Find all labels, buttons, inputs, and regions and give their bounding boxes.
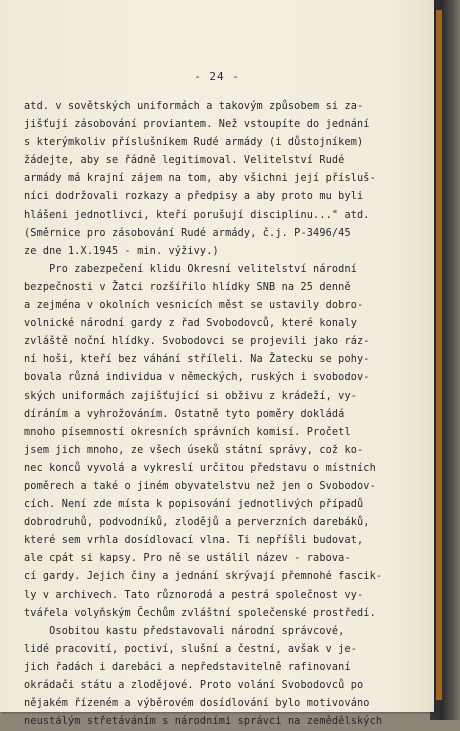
text-line: Pro zabezpečení klidu Okresní velitelství národní xyxy=(24,263,358,275)
text-line: cích. Není zde místa k popisování jednotlivých případů xyxy=(24,499,364,511)
text-line: okrádači státu a zlodějové. Proto volání Svobodovců po xyxy=(24,680,364,691)
text-line: mnoho písemností okresních správních komisí. Pročetl xyxy=(24,426,351,438)
text-line: žádejte, aby se řádně legitimoval. Velitelství Rudé xyxy=(24,155,345,167)
text-line: ských uniformách zajišťující si obživu z krádeží, vy- xyxy=(24,390,358,402)
text-line: které sem vrhla dosídlovací vlna. Ti nepříšli budovat, xyxy=(24,535,364,547)
text-line: neustálým střetáváním s národními správci na zemědělských xyxy=(24,716,383,728)
text-line: s kterýmkoliv příslušníkem Rudé armády (i důstojníkem) xyxy=(24,137,364,149)
text-line: ní hoši, kteří bez váhání stříleli. Na Žatecku se pohy- xyxy=(24,354,370,366)
text-line: díráním a vyhrožováním. Ostatně tyto poměry dokládá xyxy=(24,408,345,420)
text-line: a zejména v okolních vesnicích měst se ustavily dobro- xyxy=(24,300,364,312)
text-line: jišťují zásobování proviantem. Než vstoupíte do jednání xyxy=(24,119,370,131)
text-line: jsem jich mnoho, ze všech úseků státní správy, což ko- xyxy=(24,444,364,456)
text-line: ale cpát si kapsy. Pro ně se ustálil název - rabova- xyxy=(24,553,351,565)
page-number: - 24 - xyxy=(194,70,240,83)
text-line: tvářela volyňským Čechům zvláštní společenské prostředí. xyxy=(24,607,376,619)
text-line: poměrech a také o jiném obyvatelstvu než jen o Svobodov- xyxy=(24,480,376,492)
text-line: volnické národní gardy z řad Svobodovců, které konaly xyxy=(24,318,358,330)
text-line: cí gardy. Jejich činy a jednání skrývají přemnohé fascik- xyxy=(24,571,383,583)
text-line: ly v archivech. Tato různorodá a pestrá společnost vy- xyxy=(24,589,364,601)
text-line: Osobitou kastu představovali národní správcové, xyxy=(24,625,345,637)
text-line: bovala různá individua v německých, ruských i svobodov- xyxy=(24,372,370,384)
book-spine xyxy=(430,0,460,720)
text-line: hlášeni jednotlivci, kteří porušují disciplinu..." atd. xyxy=(24,209,370,221)
text-line: armády má krajní zájem na tom, aby všichni její přísluš- xyxy=(24,173,376,185)
text-line: atd. v sovětských uniformách a takovým způsobem si za- xyxy=(24,101,364,112)
text-line: jich řadách i darebáci a nepředstavitelně rafinovaní xyxy=(24,661,351,673)
text-line: nějakém řízeném a výběrovém dosídlování bylo motivováno xyxy=(24,698,370,710)
text-line: nec konců vyvolá a vykreslí určitou představu o místních xyxy=(24,462,376,474)
text-line: dobrodruhů, podvodníků, zlodějů a perverzních darebáků, xyxy=(24,517,370,529)
text-line: lidé pracovití, poctiví, slušní a čestní, avšak v je- xyxy=(24,643,358,655)
text-line: ze dne 1.X.1945 - min. výživy.) xyxy=(24,245,219,257)
book-cover-edge xyxy=(436,10,442,700)
text-line: zvláště noční hlídky. Svobodovci se projevili jako ráz- xyxy=(24,336,370,348)
text-line: (Směrnice pro zásobování Rudé armády, č.j. P-3496/45 xyxy=(24,227,351,239)
text-line: níci dodržovali rozkazy a předpisy a aby proto mu byli xyxy=(24,191,364,203)
text-line: bezpečnosti v Žatci rozšířilo hlídky SNB na 25 denně xyxy=(24,281,351,293)
body-text xyxy=(24,98,383,731)
